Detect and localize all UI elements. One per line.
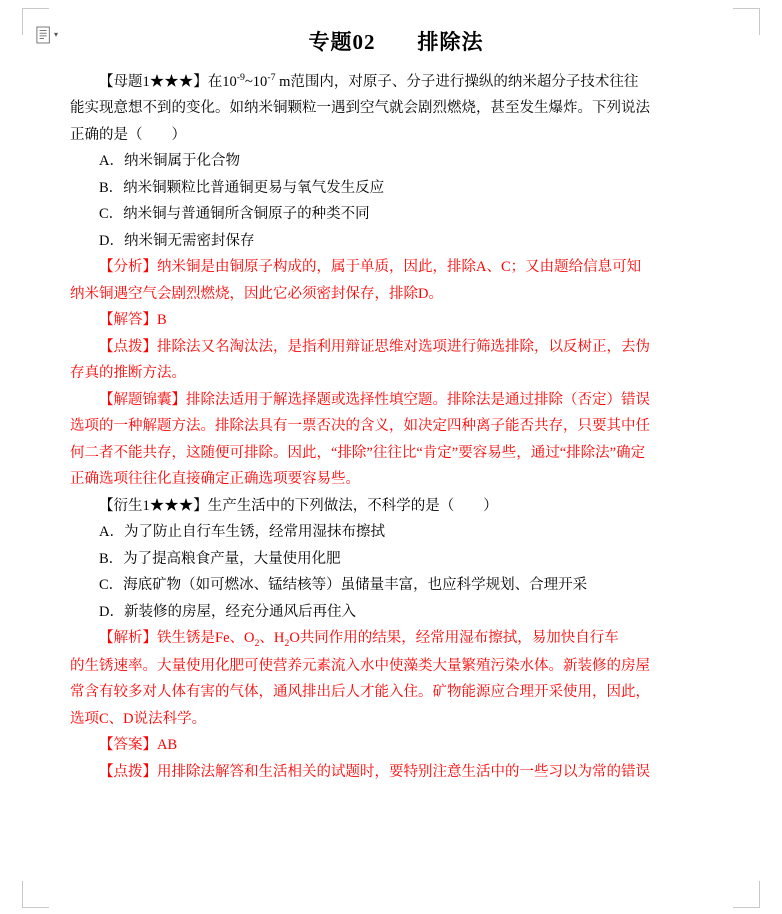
paragraph: C．纳米铜与普通铜所含铜原子的种类不同 <box>99 206 370 223</box>
paragraph: D．纳米铜无需密封保存 <box>99 232 255 249</box>
paragraph: 【点拨】用排除法解答和生活相关的试题时，要特别注意生活中的一些习以为常的错误 <box>99 763 650 780</box>
paragraph: 【答案】AB <box>99 737 178 754</box>
paragraph: 【解题锦囊】排除法适用于解选择题或选择性填空题。排除法是通过排除（否定）错误 <box>99 391 650 408</box>
document-icon[interactable] <box>36 24 58 46</box>
paragraph: 存真的推断方法。 <box>70 365 186 382</box>
page-title-label: 专题02 <box>308 30 376 54</box>
paragraph: 何二者不能共存，这随便可排除。因此，“排除”往往比“肯定”要容易些，通过“排除法”确定 <box>70 444 646 461</box>
paragraph: 【母题1★★★】在$10^{-9}\sim 10^{-7}$ m范围内，对原子、分子进行操纵的纳米超分子技术往往 <box>99 72 639 90</box>
page-title-main: 排除法 <box>417 30 484 54</box>
document-body <box>70 18 722 787</box>
paragraph: 正确的是（ ） <box>70 126 186 143</box>
paragraph: 的生锈速率。大量使用化肥可使营养元素流入水中使藻类大量繁殖污染水体。新装修的房屋 <box>70 657 650 674</box>
paragraph: 【分析】纳米铜是由铜原子构成的，属于单质，因此，排除A、C；又由题给信息可知 <box>99 259 642 276</box>
page-title <box>70 26 722 56</box>
paragraph-list <box>70 70 722 784</box>
paragraph: C．海底矿物（如可燃冰、锰结核等）虽储量丰富，也应科学规划、合理开采 <box>99 577 588 594</box>
paragraph: 选项的一种解题方法。排除法具有一票否决的含义，如决定四种离子能否共存，只要其中任 <box>70 418 650 435</box>
paragraph: 【解析】铁生锈是Fe、$O_2$、$H_2O$共同作用的结果，经常用湿布擦拭，易加快自行车 <box>99 630 619 649</box>
chevron-down-icon[interactable]: ▾ <box>53 30 58 39</box>
paragraph: 【点拨】排除法又名淘汰法，是指利用辩证思维对选项进行筛选排除，以反树正，去伪 <box>99 338 650 355</box>
paragraph: A．纳米铜属于化合物 <box>99 153 240 170</box>
page-corner-mark-bottom-right <box>733 881 760 908</box>
page-corner-mark-bottom-left <box>22 881 49 908</box>
paragraph: 选项C、D说法科学。 <box>70 710 207 727</box>
paragraph: A．为了防止自行车生锈，经常用湿抹布擦拭 <box>99 524 385 541</box>
paragraph: 纳米铜遇空气会剧烈燃烧，因此它必须密封保存，排除D。 <box>70 285 443 302</box>
paragraph: 常含有较多对人体有害的气体，通风排出后人才能入住。矿物能源应合理开采使用，因此， <box>70 684 650 701</box>
paragraph: 【解答】B <box>99 312 167 329</box>
paragraph: 【衍生1★★★】生产生活中的下列做法，不科学的是（ ） <box>99 497 498 514</box>
paragraph: 正确选项往往化直接确定正确选项要容易些。 <box>70 471 360 488</box>
paragraph: D．新装修的房屋，经充分通风后再住入 <box>99 603 356 620</box>
paragraph: 能实现意想不到的变化。如纳米铜颗粒一遇到空气就会剧烈燃烧，甚至发生爆炸。下列说法 <box>70 100 650 117</box>
paragraph: B．纳米铜颗粒比普通铜更易与氧气发生反应 <box>99 179 385 196</box>
paragraph: B．为了提高粮食产量，大量使用化肥 <box>99 550 341 567</box>
page-corner-mark-top-right <box>733 8 760 35</box>
